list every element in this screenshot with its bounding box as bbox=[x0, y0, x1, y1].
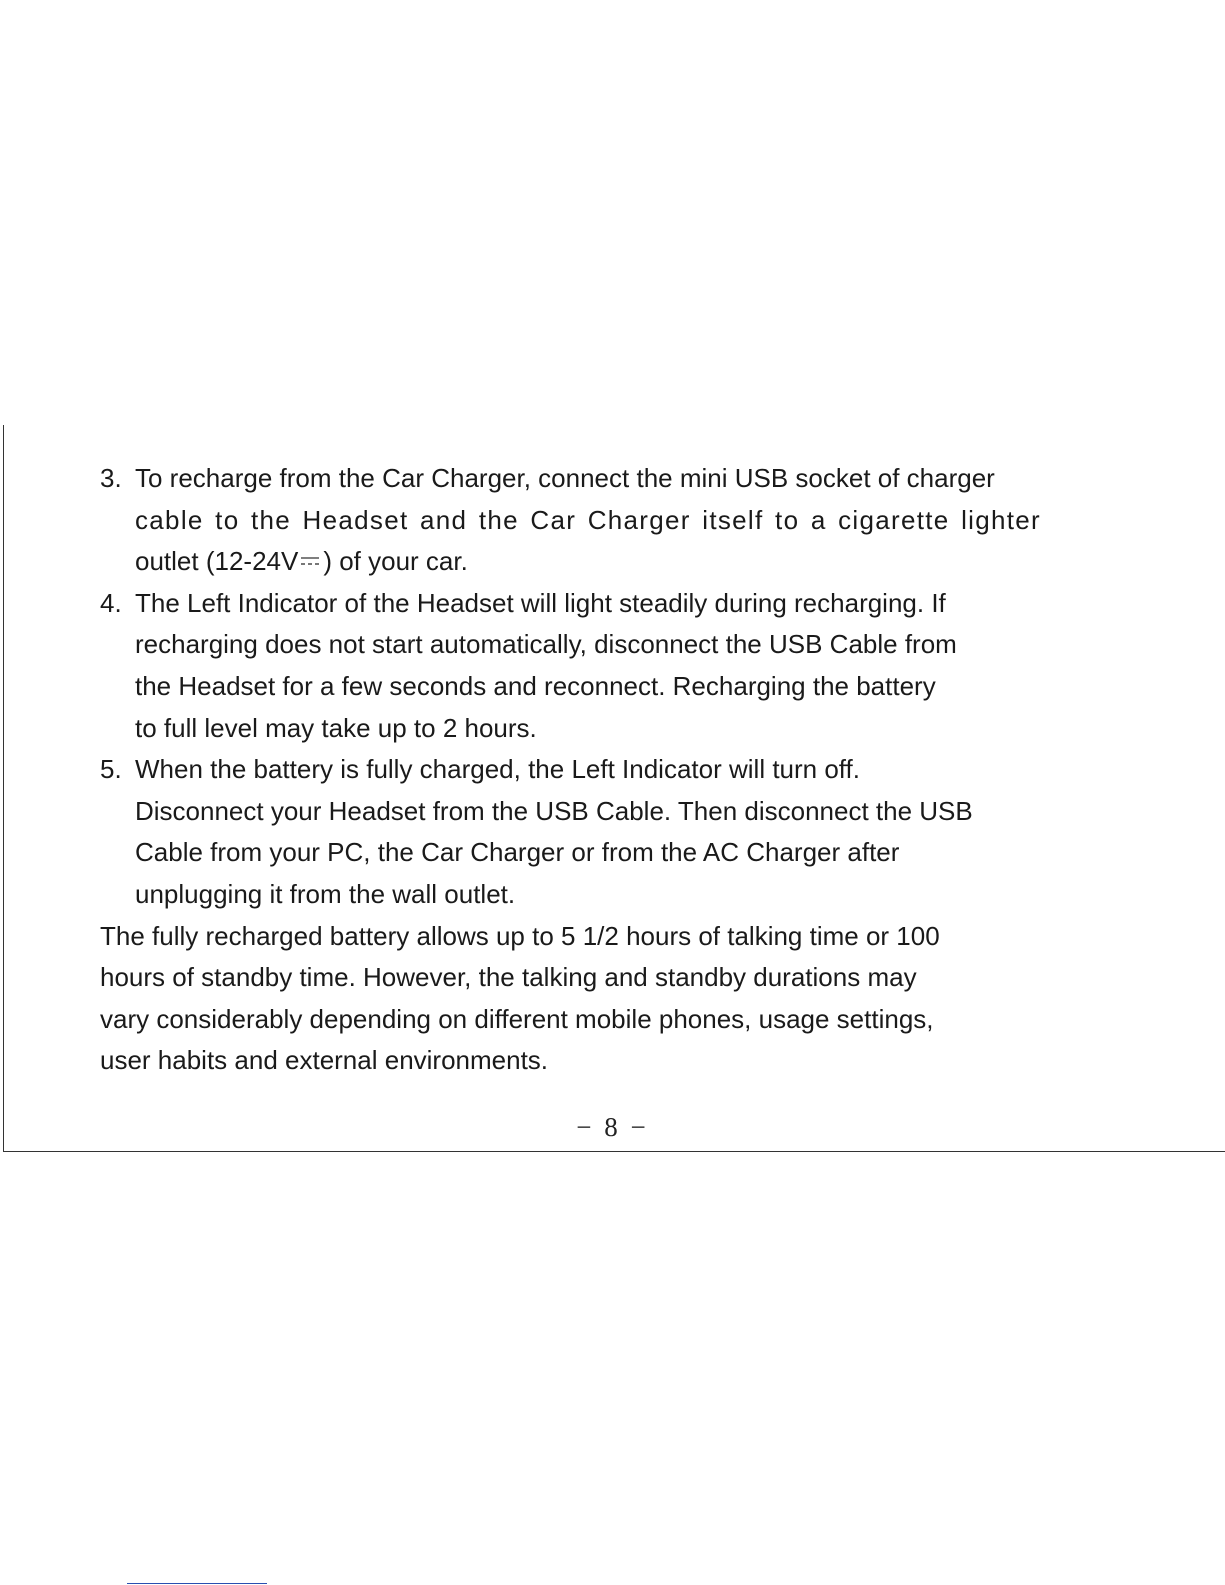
text-line: The fully recharged battery allows up to 5 1/2 hours of talking time or 100 bbox=[100, 920, 940, 951]
text-line: When the battery is fully charged, the Left Indicator will turn off. bbox=[135, 754, 861, 785]
text-line: To recharge from the Car Charger, connect the mini USB socket of charger bbox=[135, 463, 995, 493]
text-line: to full level may take up to 2 hours. bbox=[135, 712, 537, 743]
list-number: 5. bbox=[100, 754, 122, 785]
list-item-4 bbox=[100, 583, 1210, 749]
battery-life-paragraph bbox=[100, 916, 1210, 1082]
bottom-divider bbox=[127, 1583, 267, 1584]
text-line: vary considerably depending on different mobile phones, usage settings, bbox=[100, 1003, 934, 1034]
text-line: recharging does not start automatically, disconnect the USB Cable from bbox=[135, 629, 957, 660]
text-line: The Left Indicator of the Headset will light steadily during recharging. If bbox=[135, 587, 946, 618]
dc-current-symbol-icon bbox=[300, 554, 320, 568]
text-fragment: outlet (12-24V bbox=[135, 546, 299, 577]
text-fragment: ) of your car. bbox=[323, 546, 468, 577]
list-item-3 bbox=[100, 458, 1210, 583]
text-line-with-symbol bbox=[135, 541, 1210, 583]
text-line: Cable from your PC, the Car Charger or from the AC Charger after bbox=[135, 837, 900, 868]
list-number: 3. bbox=[100, 463, 122, 493]
text-line: Disconnect your Headset from the USB Cable. Then disconnect the USB bbox=[135, 795, 973, 826]
text-line: cable to the Headset and the Car Charger itself to a cigarette lighter bbox=[135, 504, 1041, 535]
text-line: unplugging it from the wall outlet. bbox=[135, 878, 516, 909]
text-line: the Headset for a few seconds and reconnect. Recharging the battery bbox=[135, 670, 936, 701]
manual-body bbox=[100, 458, 1210, 1082]
text-line: user habits and external environments. bbox=[100, 1045, 549, 1076]
text-line: hours of standby time. However, the talking and standby durations may bbox=[100, 962, 917, 993]
page-number: − 8 − bbox=[576, 1112, 649, 1142]
list-number: 4. bbox=[100, 587, 122, 618]
list-item-5 bbox=[100, 749, 1210, 915]
